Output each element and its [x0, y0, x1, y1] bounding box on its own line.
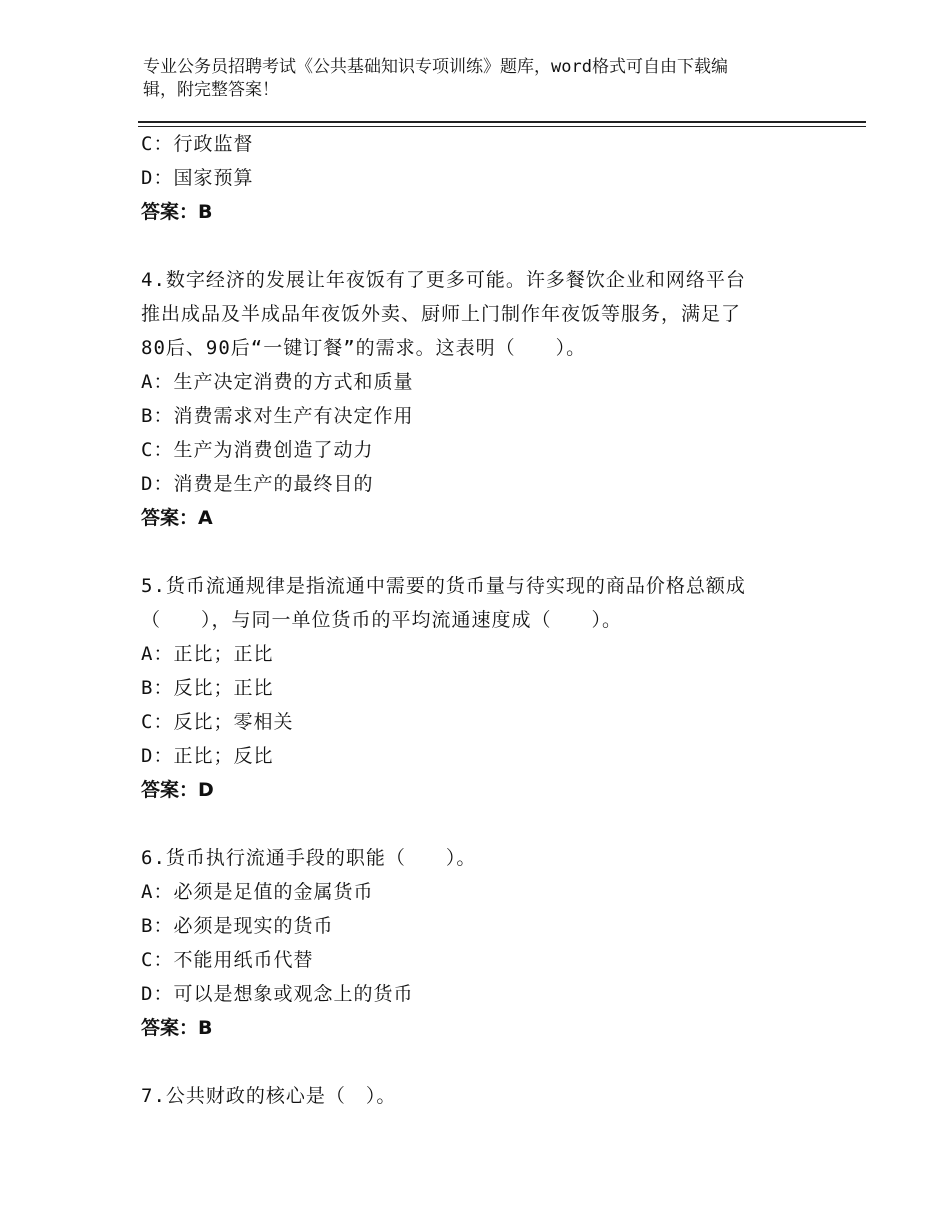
question-stem-line: 推出成品及半成品年夜饭外卖、厨师上门制作年夜饭等服务，满足了: [141, 303, 742, 325]
header-text-line-1: 专业公务员招聘考试《公共基础知识专项训练》题库，word格式可自由下载编: [143, 57, 728, 77]
option-a: A：必须是足值的金属货币: [141, 881, 374, 903]
question-stem-line: 80后、90后“一键订餐”的需求。这表明（ ）。: [141, 337, 587, 359]
question-3-tail: [141, 127, 861, 229]
header-text-line-2: 辑，附完整答案！: [143, 80, 279, 100]
option-c: C：行政监督: [141, 133, 254, 155]
answer-label: 答案：D: [141, 779, 214, 801]
answer-label: 答案：A: [141, 507, 213, 529]
option-d: D：国家预算: [141, 167, 254, 189]
option-a: A：正比；正比: [141, 643, 274, 665]
question-6: [141, 841, 861, 1045]
option-b: B：必须是现实的货币: [141, 915, 334, 937]
option-c: C：反比；零相关: [141, 711, 294, 733]
option-a: A：生产决定消费的方式和质量: [141, 371, 414, 393]
question-stem-line: 5.货币流通规律是指流通中需要的货币量与待实现的商品价格总额成: [141, 575, 746, 597]
spacer: [141, 807, 861, 841]
answer-label: 答案：B: [141, 1017, 213, 1039]
question-5: [141, 569, 861, 807]
question-stem-line: 6.货币执行流通手段的职能（ ）。: [141, 847, 477, 869]
question-4: [141, 263, 861, 535]
option-b: B：反比；正比: [141, 677, 274, 699]
option-c: C：不能用纸币代替: [141, 949, 314, 971]
question-stem-line: 7.公共财政的核心是（ ）。: [141, 1085, 397, 1107]
question-list: [141, 127, 861, 1113]
question-7: [141, 1079, 861, 1113]
option-c: C：生产为消费创造了动力: [141, 439, 374, 461]
spacer: [141, 1045, 861, 1079]
answer-label: 答案：B: [141, 201, 213, 223]
option-d: D：正比；反比: [141, 745, 274, 767]
option-b: B：消费需求对生产有决定作用: [141, 405, 414, 427]
spacer: [141, 229, 861, 263]
option-d: D：可以是想象或观念上的货币: [141, 983, 414, 1005]
question-stem-line: 4.数字经济的发展让年夜饭有了更多可能。许多餐饮企业和网络平台: [141, 269, 746, 291]
spacer: [141, 535, 861, 569]
option-d: D：消费是生产的最终目的: [141, 473, 374, 495]
page-header: [143, 56, 803, 102]
header-divider: [138, 121, 866, 123]
question-stem-line: （ ），与同一单位货币的平均流通速度成（ ）。: [141, 609, 623, 631]
